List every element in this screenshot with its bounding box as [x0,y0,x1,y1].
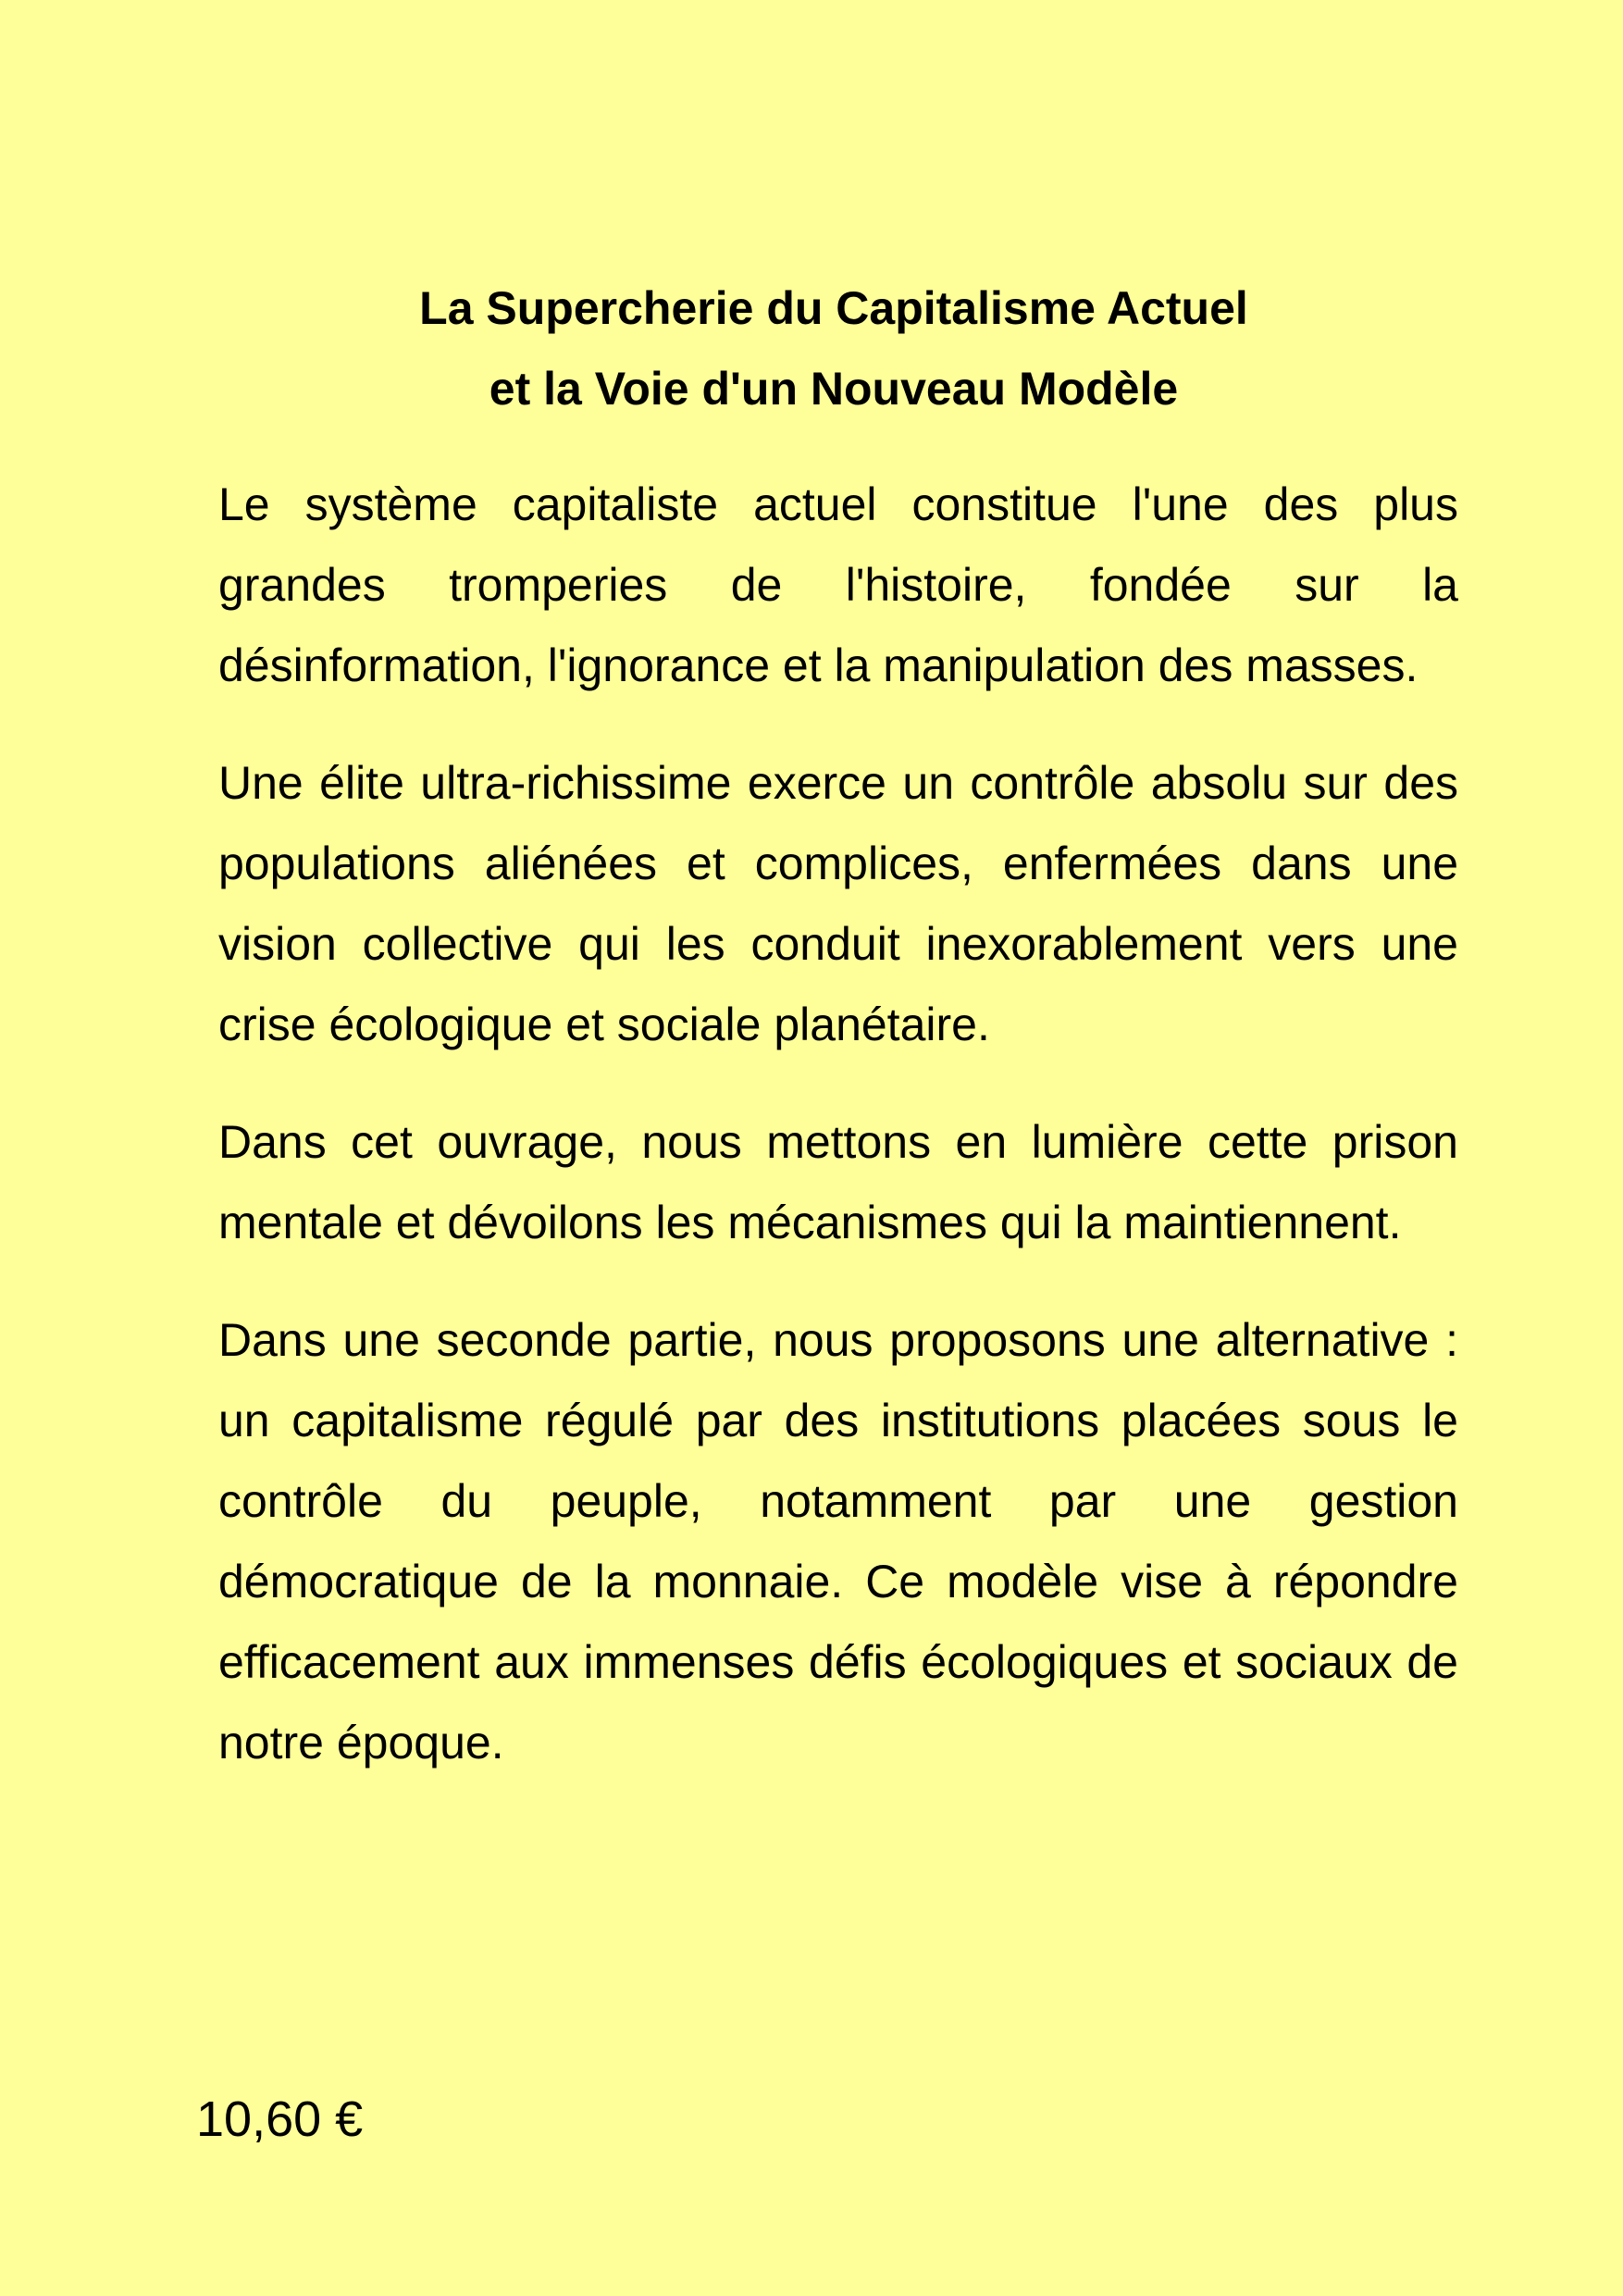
blurb [218,465,1458,1820]
blurb-paragraph-1: Le système capitaliste actuel constitue l'une des plus grandes tromperies de l'histoire, fondée sur la désinformation, l'ignorance et la manipulation des masses. [218,478,1458,691]
blurb-paragraph-4: Dans une seconde partie, nous proposons une alternative : un capitalisme régulé par des institutions placées sous le contrôle du peuple, notamment par une gestion démocratique de la monnaie. Ce modèle vise à répondre efficacement aux immenses défis écologiques et sociaux de notre époque. [218,1314,1458,1769]
blurb-paragraph-2: Une élite ultra-richissime exerce un contrôle absolu sur des populations aliénées et complices, enfermées dans une vision collective qui les conduit inexorablement vers une crise écologique et sociale planétaire. [218,757,1458,1050]
title-line-1: La Supercherie du Capitalisme Actuel [419,282,1248,334]
book-title [218,268,1449,429]
price: 10,60 € [196,2091,364,2147]
blurb-paragraph-3: Dans cet ouvrage, nous mettons en lumière cette prison mentale et dévoilons les mécanismes qui la maintiennent. [218,1116,1458,1248]
title-line-2: et la Voie d'un Nouveau Modèle [489,363,1179,415]
